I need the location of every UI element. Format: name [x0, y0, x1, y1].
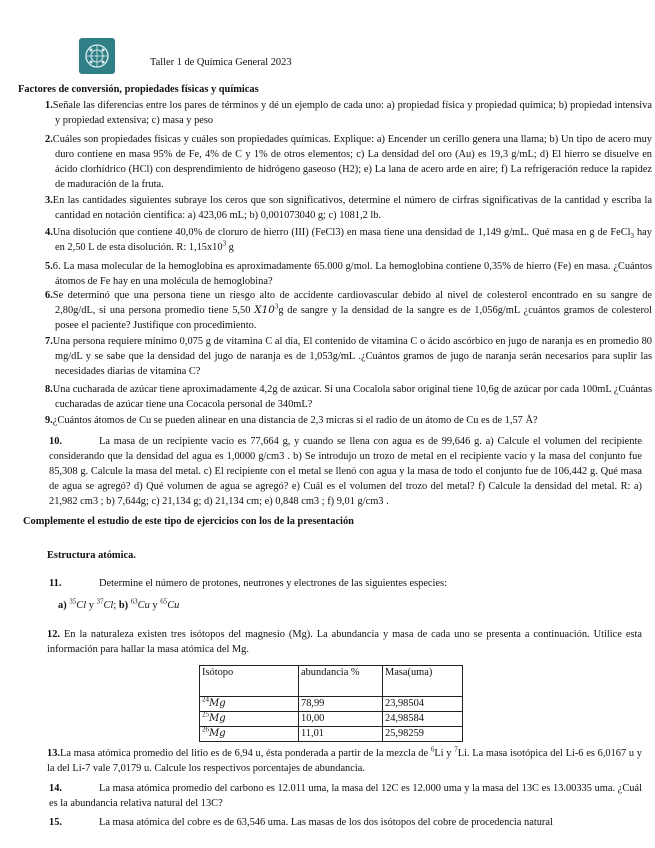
isotope-cell — [200, 697, 299, 712]
superscript: 3 — [222, 239, 227, 248]
question-text: ¿Cuántos átomos de Cu se pueden alinear en una distancia de 2,3 micras si el radio de un átomo de Cu es de 1,57 Å? — [52, 415, 538, 426]
table-row — [200, 697, 463, 712]
isotope-cell — [200, 727, 299, 742]
document-title: Taller 1 de Química General 2023 — [150, 57, 292, 68]
complement-note: Complemente el estudio de este tipo de ejercicios con los de la presentación — [23, 516, 354, 527]
question-number: 15. — [49, 817, 62, 828]
question-text: La masa atómica promedio del litio es de 6,94 u, ésta ponderada a partir de la mezcla de — [60, 748, 431, 759]
question-number: 3. — [45, 195, 53, 206]
question-14 — [49, 781, 642, 811]
element-symbol: Cl — [103, 600, 114, 611]
question-text: Señale las diferencias entre los pares de términos y dé un ejemplo de cada uno: a) propiedad física y propiedad química; b) propiedad intensiva y propiedad extensiva; c) masa y peso — [52, 100, 652, 126]
question-text: La masa atómica promedio del carbono es 12.011 uma, la masa del 12C es 12.000 uma y la masa del 13C es 13.00335 uma. ¿Cuál es la abundancia relativa natural del 13C? — [49, 783, 642, 809]
element-symbol: Cu — [137, 600, 150, 611]
abundance-cell: 11,01 — [299, 727, 383, 742]
question-10 — [49, 434, 642, 509]
university-logo — [79, 38, 115, 74]
table-header-row — [200, 666, 463, 697]
question-text: Una cucharada de azúcar tiene aproximadamente 4,2g de azúcar. Si una Cocalola sabor original tiene 10,6g de azúcar por cada 100mL ¿Cuántas cucharadas de azúcar tiene una Cocacola personal de 340mL? — [52, 384, 652, 410]
column-header: Isótopo — [200, 666, 299, 697]
question-text: En las cantidades siguientes subraye los ceros que son significativos, determine el número de cirfras significativas de la cantidad y escriba la cantidad en notación científica: a) 423,06 mL; b) 0,001073040 g; c) 1081,2 lb. — [52, 195, 652, 221]
question-text: Li y — [434, 748, 455, 759]
question-number: 9. — [45, 415, 53, 426]
abundance-cell: 78,99 — [299, 697, 383, 712]
question-number: 2. — [45, 134, 53, 145]
question-8 — [45, 382, 652, 412]
column-header: abundancia % — [299, 666, 383, 697]
superscript: 3 — [274, 302, 279, 311]
label-b: b) — [118, 600, 129, 611]
column-header: Masa(uma) — [383, 666, 463, 697]
question-number: 11. — [49, 578, 62, 589]
question-15 — [49, 815, 642, 830]
mass-number: 24 — [202, 695, 209, 704]
question-text: hay en 2,50 L de esta disolución. R: 1,15x10 — [55, 227, 652, 253]
element-symbol: Mg — [209, 713, 226, 724]
question-number: 14. — [49, 783, 62, 794]
element-symbol: Cu — [167, 600, 180, 611]
question-text: g de sangre y la densidad de la sangre es de 1,056g/mL ¿cuántos gramos de colesterol posee el paciente? Justifique con procedimiento. — [55, 305, 652, 331]
question-text: La masa atómica del cobre es de 63,546 uma. Las masas de los dos isótopos del cobre de procedencia natural — [99, 817, 553, 828]
question-number: 13. — [47, 748, 60, 759]
question-number: 8. — [45, 384, 53, 395]
question-11 — [49, 576, 642, 591]
question-5 — [45, 259, 652, 289]
mass-number: 65 — [160, 597, 168, 606]
section-title-conversion: Factores de conversión, propiedades físicas y químicas — [18, 84, 259, 95]
connector: y — [149, 600, 161, 611]
element-symbol: Mg — [209, 698, 226, 709]
question-number: 7. — [45, 336, 53, 347]
question-text: Determine el número de protones, neutrones y electrones de las siguientes especies: — [99, 578, 447, 589]
element-symbol: Mg — [209, 728, 226, 739]
question-text: Se determinó que una persona tiene un riesgo alto de accidente cardiovascular debido al nivel de colesterol encontrado en su sangre de 2,80g/dL, si una persona promedio tiene 5,50 — [52, 290, 652, 316]
question-12 — [47, 627, 642, 657]
mass-number: 26 — [202, 725, 209, 734]
mass-number: 35 — [69, 597, 77, 606]
question-number: 1. — [45, 100, 53, 111]
isotope-cell — [200, 712, 299, 727]
question-text: Una disolución que contiene 40,0% de cloruro de hierro (III) (FeCl3) en masa tiene una densidad de 1,149 g/mL. Qué masa en g de FeCl — [52, 227, 631, 238]
mass-cell: 23,98504 — [383, 697, 463, 712]
connector: y — [86, 600, 97, 611]
question-4 — [45, 225, 652, 255]
question-text: Cuáles son propiedades físicas y cuáles son propiedades químicas. Explique: a) Encender un cerillo genera una llama; b) Un tipo de acero muy duro contiene en masa 95% de Fe, 4% de C y 1% de otros elementos; c) La densidad del oro (Au) es 19,3 g/mL; d) El hierro se disuelve en ácido clorhídrico (HCl) con desprendimiento de hidrógeno gaseoso (H2); e) La lana de acero arde en aire; f) La refrigeración reduce la rapidez de maduración de la fruta. — [52, 134, 652, 190]
question-text: Una persona requiere mínimo 0,075 g de vitamina C al día, El contenido de vitamina C o ácido ascórbico en jugo de naranja es en promedio 80 mg/dL y se sabe que la densidad del jugo de naranja es de 1,053g/mL .¿Cuántos gramos de jugo de naranja serán necesarios para suplir las necesidades diarias de vitamina C? — [52, 336, 652, 377]
question-number: 12. — [47, 629, 60, 640]
question-2 — [45, 132, 652, 192]
mass-number: 25 — [202, 710, 209, 719]
subscript: 3 — [630, 232, 635, 241]
table-row — [200, 712, 463, 727]
separator: ; — [113, 600, 117, 611]
superscript: 6 — [430, 745, 435, 754]
question-text: La masa de un recipiente vacío es 77,664 g, y cuando se llena con agua es de 99,646 g. a) Calcule el volumen del recipiente considerando que la densidad del agua es 1,0000 g/cm3 . b) Se introdujo un trozo de metal en el recipiente vacío y la masa del conjunto fue 85,308 g. Calcule la masa del metal. c) El recipiente con el metal se llenó con agua y la masa de todo el conjunto fue de 106,442 g. Qué masa de agua se agregó? d) Qué volumen de agua se agregó? e) Cuál es el volumen del trozo del metal? f) Calcule la densidad del metal. R: a) 21,982 cm3 ; b) 7,644g; c) 21,134 g; d) 21,134 cm; e) 0,848 cm3 ; f) 9,01 g/cm3 . — [49, 436, 642, 507]
question-text: 6. La masa molecular de la hemoglobina es aproximadamente 65.000 g/mol. La hemoglobina contiene 0,35% de hierro (Fe) en masa. ¿Cuántos átomos de Fe hay en una molécula de hemoglobina? — [52, 261, 652, 287]
mass-number: 37 — [96, 597, 104, 606]
question-13 — [47, 746, 642, 776]
question-7 — [45, 334, 652, 379]
mass-cell: 24,98584 — [383, 712, 463, 727]
math-expression: X10 — [254, 304, 275, 316]
question-text: g — [226, 242, 234, 253]
isotope-table — [199, 665, 463, 742]
mass-cell: 25,98259 — [383, 727, 463, 742]
question-9 — [45, 413, 652, 428]
section-title-atomic-structure: Estructura atómica. — [47, 550, 136, 561]
question-6 — [45, 288, 652, 333]
superscript: 7 — [454, 745, 458, 754]
label-a: a) — [58, 600, 67, 611]
question-text: Li. La masa isotópica del Li-6 es 6,0167 u y la del Li-7 vale 7,0179 u. Calcule los respectivos porcentajes de abundancia. — [47, 748, 642, 774]
question-number: 5. — [45, 261, 53, 272]
question-3 — [45, 193, 652, 223]
mass-number: 63 — [130, 597, 138, 606]
question-number: 10. — [49, 436, 62, 447]
table-row — [200, 727, 463, 742]
abundance-cell: 10,00 — [299, 712, 383, 727]
question-text: En la naturaleza existen tres isótopos del magnesio (Mg). La abundancia y masa de cada uno se presenta a continuación. Utilice esta información para hallar la masa atómica del Mg. — [47, 629, 642, 655]
isotope-species — [58, 598, 179, 613]
element-symbol: Cl — [76, 600, 87, 611]
question-1 — [45, 98, 652, 128]
question-number: 6. — [45, 290, 53, 301]
question-number: 4. — [45, 227, 53, 238]
